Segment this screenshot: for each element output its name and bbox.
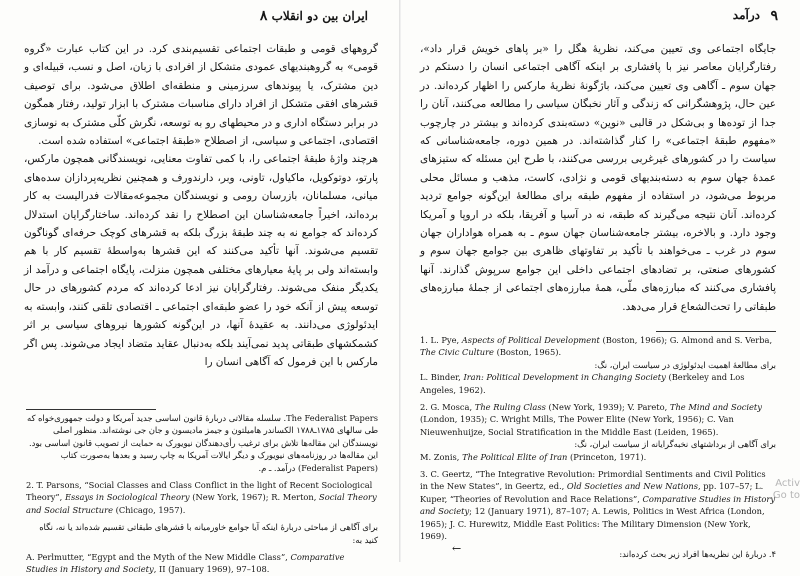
right-paragraph-1: جایگاه اجتماعی وی تعیین می‌کند، نظریهٔ هگل را «بر پاهای خویش قرار داد»، رفتارگرایان معاصر نیز با پافشاری بر اینکه آگاهی اجتماعی انسان را دستکم در جهان سوم ـ آگاهی وی تعیین می‌کند، باژگونهٔ نظریهٔ مارکس را اظهار کرده‌اند. در عین حال، پژوهشگرانی که زندگی و آثار نخبگان سیاسی را مطالعه می‌کنند، آنان را جدا از توده‌ها و بی‌شکل در قالبی «نوین» دسته‌بندی کرده‌اند و بیشتر در چارچوب «مفهوم طبقهٔ اجتماعی» را کنار گذاشته‌اند. در همین دوره، جامعه‌شناسانی که سیاست را در کشورهای غیرغربی بررسی می‌کنند، با طرح این مسئله که ستیزهای عمدهٔ جهان سوم به دسته‌بندیهای قومی و نژادی، کاست، مذهب و مسائل محلی مربوط می‌شود، در استفاده از مفهوم طبقه برای مطالعهٔ این‌گونه جوامع تردید کرده‌اند. آنان نتیجه می‌گیرند که طبقه، نه در آسیا و آفریقا، بلکه در اروپا و آمریکا وجود دارد. و بالاخره، بیشتر جامعه‌شناسان جهان سوم ـ به همراه هواداران جهان سوم در غرب ـ می‌خواهند با تأکید بر تفاوتهای ظاهری بین جوامع جهان سوم و کشورهای صنعتی، بر تضادهای اجتماعی داخلی این جوامع سرپوش گذارند. آنها پافشاری می‌کنند که مبارزه‌های ملّی، همهٔ مبارزه‌های اجتماعی از جملهٔ مبارزه‌های طبقاتی را تحت‌الشعاع قرار می‌دهد. [420,43,776,313]
footnote-4-note: ۴. دربارهٔ این نظریه‌ها افراد زیر بحث کرده‌اند: [619,548,776,559]
left-page-number: ۸ [259,8,268,24]
footnote-elite-note: برای آگاهی از برداشتهای نخبه‌گرایانه از سیاست ایران، نگ: [574,439,776,450]
left-page-header [260,8,378,24]
left-footnotes [26,412,378,576]
left-paragraph-1: گروههای قومی و طبقات اجتماعی تقسیم‌بندی کرد. در این کتاب عبارت «گروه قومی» به گروهبندیهای عمودی متشکل از افرادی با زبان، اصل و نسب، قبیله‌ای و دین مشترک، یا پیوندهای سرزمینی و منطقه‌ای اطلاق می‌شود. برای توصیف قشرهای افقی متشکل از افراد دارای مناسبات مشترک با ابزار تولید، رفتار همگون در برابر دستگاه اداری و در محیطهای رو به توسعه، نگرش کلّی مشترک به نوسازی اقتصادی، اجتماعی و سیاسی، از اصطلاح «طبقهٔ اجتماعی» استفاده شده است. [24,43,378,148]
right-body-text [420,40,776,316]
right-page [400,0,800,562]
left-page [0,0,400,575]
activation-watermark: Activ Go to [772,478,800,501]
right-footnote-rule [656,331,776,332]
footnote-perlmutter: A. Perlmutter, “Egypt and the Myth of the New Middle Class”, Comparative Studies in History and Society, II (January 1969), 97–108. [26,552,345,575]
footnote-federalist: The Federalist Papers. سلسله مقالاتی دربارهٔ قانون اساسی جدید آمریکا و دولت جمهوری‌خواه که طی سالهای ۱۷۸۵ـ۱۷۸۸ الکساندر هامیلتون و جیمز مادیسون و جان جی نوشته‌اند. منظور اصلی نویسندگان این مقاله‌ها تلاش برای ترغیب رأی‌دهندگان نیویورک به حمایت از تصویب قانون اساسی بود. این مقاله‌ها در روزنامه‌های نیویورک و دیگر ایالات آمریکا به چاپ رسید و بعدها به‌صورت کتاب (Federalist Papers) درآمد. ـ م. [27,413,378,473]
right-running-title: درآمد [732,8,760,22]
footnote-ideology-note: برای مطالعهٔ اهمیت ایدئولوژی در سیاست ایران، نگ: [594,359,776,370]
right-footnotes [420,334,776,560]
footnote-mosca: 2. G. Mosca, The Ruling Class (New York, 1939); V. Pareto, The Mind and Society (London, 1935); C. Wright Mills, The Power Elite (New York, 1956); C. Van Nieuwenhuijze, Social Stratification in the Middle East (Leiden, 1965). [420,402,762,437]
footnote-pye: 1. L. Pye, Aspects of Political Development (Boston, 1966); G. Almond and S. Verba, The Civic Culture (Boston, 1965). [420,335,773,358]
footnote-parsons: 2. T. Parsons, “Social Classes and Class Conflict in the light of Recent Sociological Theory”, Essays in Sociological Theory (New York, 1967); R. Merton, Social Theory and Social Structure (Chicago, 1957). [26,480,377,515]
left-footnote-rule [26,409,156,410]
left-running-title: ایران بین دو انقلاب [271,9,368,23]
footnote-zonis: M. Zonis, The Political Elite of Iran (Princeton, 1971). [420,451,647,462]
footnote-geertz: 3. C. Geertz, “The Integrative Revolution: Primordial Sentiments and Civil Politics in the New States”, in Geertz, ed., Old Societies and New Nations, pp. 107–57; L. Kuper, “Theories of Revolution and Race Relations”, Comparative Studies in History and Society; 12 (January 1971), 87–107; A. Lewis, Politics in West Africa (London, 1965); J. C. Hurewitz, Middle East Politics: The Military Dimension (New York, 1969). [420,469,776,542]
right-page-number: ۹ [770,8,778,24]
right-page-header [422,8,778,24]
left-body-text [24,40,378,371]
continuation-arrow-icon: ← [452,542,462,555]
left-paragraph-2: هرچند واژهٔ طبقهٔ اجتماعی را، با کمی تفاوت معنایی، نویسندگانی همچون مارکس، پارتو، دوتوکویل، ماکیاول، تاونی، وبر، دارندورف و همچنین نظریه‌پردازان سده‌های میانی، مسلمانان، بازرسان رومی و نویسندگان مجموعه‌مقالات فدرالیست به کار برده‌اند، اخیراً جامعه‌شناسان این اصطلاح را نقد کرده‌اند. ساختارگرایان استدلال کرده‌اند که جوامع نه به چند طبقهٔ بزرگ بلکه به قشرهای کوچک حرفه‌ای گوناگون تقسیم می‌شوند. آنها تأکید می‌کنند که این قشرها به‌واسطهٔ تقسیم کار با هم وابسته‌اند ولی بر پایهٔ معیارهای مختلفی همچون منزلت، پایگاه اجتماعی و درآمد از یکدیگر منفک می‌شوند. رفتارگرایان نیز ادعا کرده‌اند که مردم کشورهای در حال توسعه پیش از آنکه خود را عضو طبقه‌ای اجتماعی ـ اقتصادی تلقی کنند، وابسته به ایدئولوژی می‌دانند. به عقیدهٔ آنها، در این‌گونه کشورها نیروهای سیاسی بر اثر کشمکشهای طبقاتی پدید نمی‌آیند بلکه به‌دنبال عقاید متضاد ایجاد می‌شوند. پس اگر مارکس با این فرمول که آگاهی انسان را [24,153,378,368]
footnote-binder: L. Binder, Iran: Political Development in Changing Society (Berkeley and Los Angeles, 1962). [420,372,745,395]
footnote-middle-east-note: برای آگاهی از مباحثی دربارهٔ اینکه آیا جوامع خاورمیانه با قشرهای طبقاتی تقسیم شده‌اند یا نه، نگاه کنید به: [39,522,378,545]
